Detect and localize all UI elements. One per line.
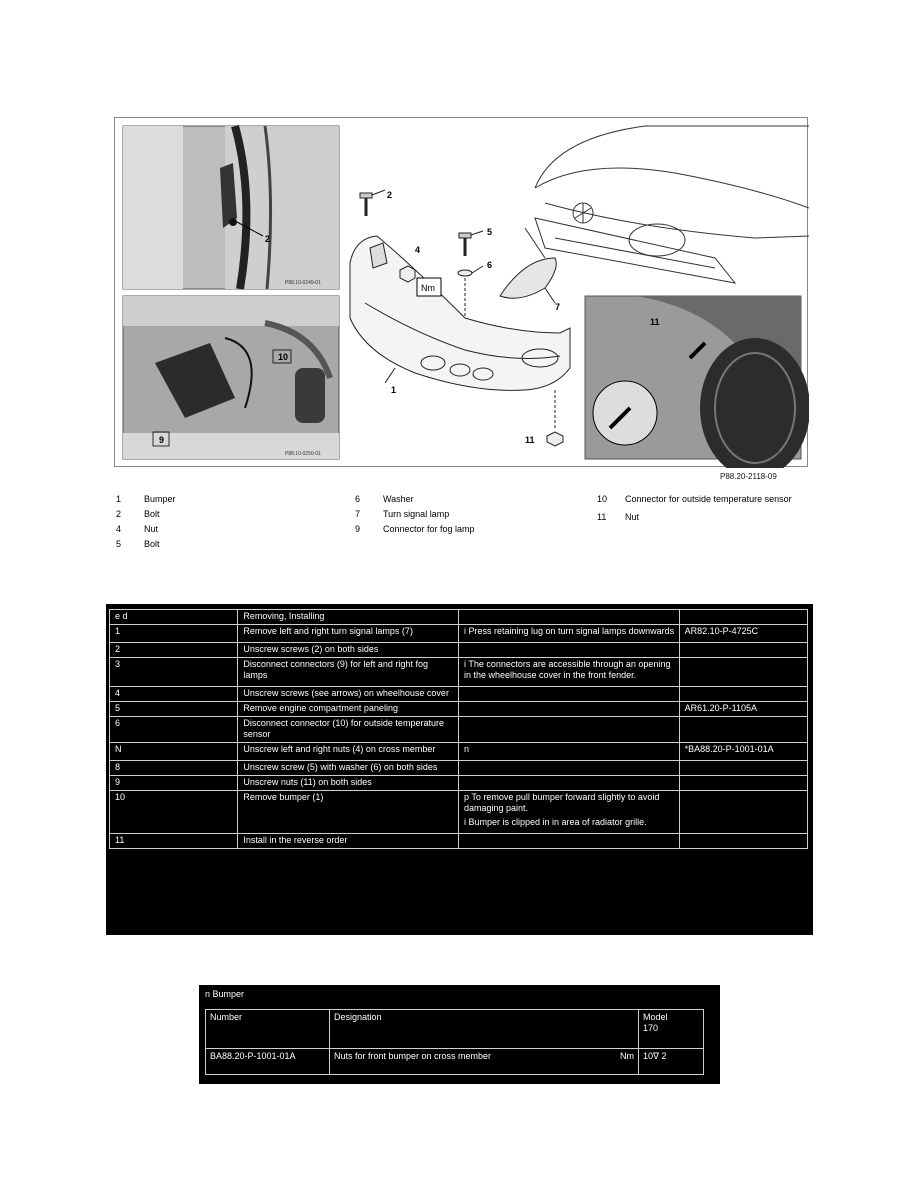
legend-column-1 — [116, 492, 334, 552]
step-reference — [679, 761, 807, 776]
step-notes — [458, 658, 679, 687]
spec-number: BA88.20-P-1001-01A — [206, 1049, 330, 1075]
legend-column-3 — [597, 492, 805, 528]
callout-2: 2 — [387, 190, 393, 200]
inset-ref-top-left: P88.10-0249-01 — [285, 280, 321, 286]
step-notes — [458, 643, 679, 658]
exploded-view-figure — [114, 117, 808, 467]
header-cell: Removing, Installing — [238, 610, 459, 625]
callout-7: 7 — [555, 302, 561, 312]
legend-item: 10 Connector for outside temperature sensor — [597, 494, 792, 504]
step-number: 5 — [110, 702, 238, 717]
procedure-row — [110, 743, 808, 761]
step-reference: AR61.20-P-1105A — [679, 702, 807, 717]
step-number: 6 — [110, 717, 238, 743]
spec-header-model: Model 170 — [639, 1010, 704, 1049]
spec-header-designation: Designation — [330, 1010, 639, 1049]
step-action: Unscrew left and right nuts (4) on cross member — [238, 743, 459, 761]
step-action: Unscrew nuts (11) on both sides — [238, 776, 459, 791]
callout-11: 11 — [525, 435, 535, 445]
step-notes — [458, 776, 679, 791]
step-number: 11 — [110, 834, 238, 849]
spec-grid — [205, 1009, 704, 1075]
step-number: 1 — [110, 625, 238, 643]
callout-10: 10 — [278, 352, 289, 362]
procedure-row — [110, 625, 808, 643]
step-action: Unscrew screw (5) with washer (6) on both sides — [238, 761, 459, 776]
step-notes — [458, 791, 679, 834]
step-notes — [458, 743, 679, 761]
legend-item: 5 Bolt — [116, 539, 160, 549]
spec-header-number: Number — [206, 1010, 330, 1049]
spec-data-row — [206, 1049, 704, 1075]
procedure-row — [110, 717, 808, 743]
step-action: Install in the reverse order — [238, 834, 459, 849]
step-number: 8 — [110, 761, 238, 776]
step-notes — [458, 625, 679, 643]
step-note: i The connectors are accessible through an opening in the wheelhouse cover in the front fender. — [463, 659, 671, 680]
step-notes — [458, 687, 679, 702]
inset-ref-right: P88.20-2119-01 — [747, 451, 783, 457]
car-front-sketch — [525, 126, 809, 283]
step-notes — [458, 702, 679, 717]
step-action: Unscrew screws (see arrows) on wheelhouse cover — [238, 687, 459, 702]
procedure-row — [110, 791, 808, 834]
procedure-row — [110, 776, 808, 791]
legend-column-2 — [355, 492, 573, 537]
header-cell: e d — [110, 610, 238, 625]
procedure-row — [110, 834, 808, 849]
callout-2-inset: 2 — [265, 234, 271, 244]
step-action: Remove bumper (1) — [238, 791, 459, 834]
inset-photo-top-left — [123, 126, 339, 289]
step-number: 10 — [110, 791, 238, 834]
step-action: Remove engine compartment paneling — [238, 702, 459, 717]
step-reference — [679, 658, 807, 687]
step-reference: *BA88.20-P-1001-01A — [679, 743, 807, 761]
header-cell — [458, 610, 679, 625]
step-notes — [458, 834, 679, 849]
spec-header-row — [206, 1010, 704, 1049]
legend-item: 2 Bolt — [116, 509, 160, 519]
step-action: Unscrew screws (2) on both sides — [238, 643, 459, 658]
step-notes — [458, 717, 679, 743]
step-note: p To remove pull bumper forward slightly to avoid damaging paint. — [463, 792, 660, 813]
figure-reference: P88.20-2118-09 — [720, 472, 777, 481]
step-reference: AR82.10-P-4725C — [679, 625, 807, 643]
step-notes — [458, 761, 679, 776]
torque-spec-table — [199, 985, 720, 1084]
legend-item: 1 Bumper — [116, 494, 176, 504]
step-note: i Press retaining lug on turn signal lamps downwards — [463, 626, 675, 636]
step-action: Disconnect connectors (9) for left and right fog lamps — [238, 658, 459, 687]
procedure-table — [106, 604, 813, 935]
callout-6: 6 — [487, 260, 493, 270]
spec-unit: Nm — [620, 1051, 634, 1061]
step-reference — [679, 776, 807, 791]
step-number: N — [110, 743, 238, 761]
legend-item: 4 Nut — [116, 524, 159, 534]
procedure-header-row — [110, 610, 808, 625]
bumper-drawing — [350, 190, 570, 446]
spec-designation: Nuts for front bumper on cross member — [334, 1051, 492, 1061]
procedure-row — [110, 702, 808, 717]
legend-item: 6 Washer — [355, 494, 414, 504]
step-reference — [679, 717, 807, 743]
procedure-row — [110, 761, 808, 776]
nm-box-label: Nm — [421, 283, 435, 293]
spec-title: n Bumper — [205, 989, 245, 999]
callout-1: 1 — [391, 385, 397, 395]
inset-ref-bottom-left: P88.10-0250-01 — [285, 451, 321, 457]
step-reference — [679, 687, 807, 702]
step-action: Disconnect connector (10) for outside temperature sensor — [238, 717, 459, 743]
step-action: Remove left and right turn signal lamps (7) — [238, 625, 459, 643]
procedure-grid — [109, 609, 808, 849]
callout-4: 4 — [415, 245, 421, 255]
step-reference — [679, 834, 807, 849]
step-number: 4 — [110, 687, 238, 702]
procedure-row — [110, 658, 808, 687]
header-cell — [679, 610, 807, 625]
step-number: 9 — [110, 776, 238, 791]
inset-photo-bottom-left — [123, 296, 339, 459]
legend-item: 7 Turn signal lamp — [355, 509, 450, 519]
procedure-row — [110, 687, 808, 702]
step-number: 3 — [110, 658, 238, 687]
step-note: i Bumper is clipped in in area of radiator grille. — [463, 817, 647, 827]
bumper-diagram — [115, 118, 809, 468]
step-reference — [679, 643, 807, 658]
spec-value: 10∇ 2 — [639, 1049, 704, 1075]
spec-designation-cell — [330, 1049, 639, 1075]
callout-9: 9 — [159, 435, 165, 445]
step-number: 2 — [110, 643, 238, 658]
step-reference — [679, 791, 807, 834]
callout-5: 5 — [487, 227, 493, 237]
inset-photo-right — [585, 296, 809, 468]
procedure-row — [110, 643, 808, 658]
legend-item: 9 Connector for fog lamp — [355, 524, 475, 534]
legend-item: 11 Nut — [597, 512, 640, 522]
step-note: n — [463, 744, 469, 754]
callout-11-inset: 11 — [650, 317, 660, 327]
